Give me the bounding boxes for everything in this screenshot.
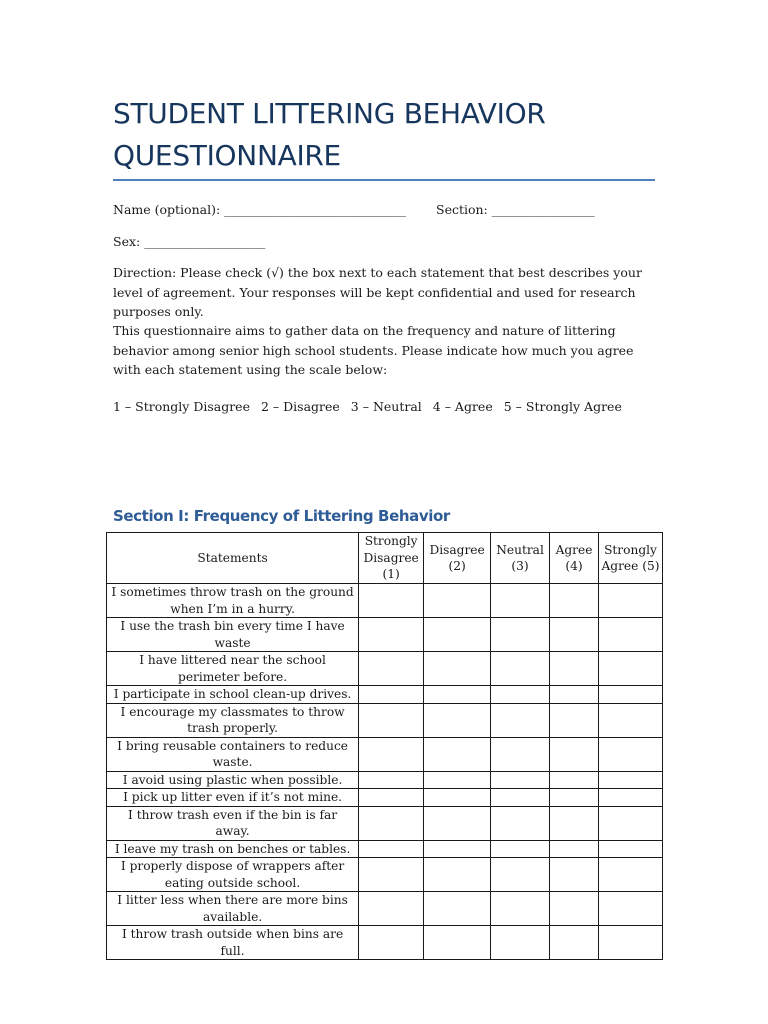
response-box-n[interactable] — [491, 806, 550, 840]
response-box-d[interactable] — [424, 789, 491, 807]
response-box-sd[interactable] — [359, 892, 424, 926]
response-box-a[interactable] — [550, 892, 599, 926]
statement-text: I use the trash bin every time I have waste — [107, 618, 359, 652]
scale-item: 3 – Neutral — [350, 399, 422, 414]
table-row — [107, 686, 663, 704]
table-row — [107, 892, 663, 926]
response-box-sa[interactable] — [598, 926, 662, 960]
statement-text: I properly dispose of wrappers after eating outside school. — [107, 858, 359, 892]
sex-label: Sex: — [113, 234, 145, 249]
response-box-sd[interactable] — [359, 737, 424, 771]
section-heading: Section I: Frequency of Littering Behavior — [113, 507, 450, 525]
statement-text: I sometimes throw trash on the ground when I’m in a hurry. — [107, 584, 359, 618]
response-box-sa[interactable] — [598, 737, 662, 771]
response-box-d[interactable] — [424, 840, 491, 858]
table-header-row — [107, 533, 663, 584]
table-row — [107, 618, 663, 652]
likert-table — [106, 532, 663, 960]
response-box-a[interactable] — [550, 703, 599, 737]
response-box-sa[interactable] — [598, 892, 662, 926]
sex-blank[interactable]: ____________________ — [144, 234, 266, 249]
response-box-sd[interactable] — [359, 926, 424, 960]
response-box-d[interactable] — [424, 652, 491, 686]
response-box-sd[interactable] — [359, 652, 424, 686]
response-box-sa[interactable] — [598, 840, 662, 858]
response-box-n[interactable] — [491, 737, 550, 771]
response-box-n[interactable] — [491, 789, 550, 807]
response-box-a[interactable] — [550, 652, 599, 686]
response-box-a[interactable] — [550, 584, 599, 618]
response-box-n[interactable] — [491, 618, 550, 652]
header-statements: Statements — [107, 533, 359, 584]
response-box-d[interactable] — [424, 618, 491, 652]
table-row — [107, 652, 663, 686]
response-box-d[interactable] — [424, 926, 491, 960]
sex-field — [113, 232, 265, 252]
name-blank[interactable]: ______________________________ — [224, 202, 406, 217]
scale-item: 1 – Strongly Disagree — [113, 399, 250, 414]
response-box-sa[interactable] — [598, 584, 662, 618]
response-box-d[interactable] — [424, 703, 491, 737]
name-label: Name (optional): — [113, 202, 225, 217]
response-box-d[interactable] — [424, 584, 491, 618]
intro-text: This questionnaire aims to gather data on the frequency and nature of littering behavior among senior high school students. Please indicate how much you agree with each statement using the scale below: — [113, 323, 634, 377]
response-box-n[interactable] — [491, 771, 550, 789]
table-row — [107, 737, 663, 771]
response-box-n[interactable] — [491, 703, 550, 737]
rating-scale — [113, 397, 633, 417]
response-box-sd[interactable] — [359, 771, 424, 789]
statement-text: I throw trash outside when bins are full. — [107, 926, 359, 960]
response-box-a[interactable] — [550, 771, 599, 789]
response-box-sd[interactable] — [359, 858, 424, 892]
table-row — [107, 858, 663, 892]
response-box-sd[interactable] — [359, 686, 424, 704]
response-box-n[interactable] — [491, 840, 550, 858]
response-box-sd[interactable] — [359, 618, 424, 652]
response-box-sa[interactable] — [598, 686, 662, 704]
likert-body — [107, 584, 663, 960]
response-box-d[interactable] — [424, 806, 491, 840]
table-row — [107, 584, 663, 618]
title-underline — [113, 179, 655, 181]
section-field — [436, 200, 595, 220]
response-box-a[interactable] — [550, 618, 599, 652]
response-box-d[interactable] — [424, 737, 491, 771]
response-box-sa[interactable] — [598, 652, 662, 686]
section-blank[interactable]: _________________ — [491, 202, 595, 217]
response-box-a[interactable] — [550, 926, 599, 960]
table-row — [107, 771, 663, 789]
statement-text: I leave my trash on benches or tables. — [107, 840, 359, 858]
statement-text: I participate in school clean-up drives. — [107, 686, 359, 704]
table-row — [107, 789, 663, 807]
response-box-d[interactable] — [424, 771, 491, 789]
response-box-n[interactable] — [491, 858, 550, 892]
response-box-d[interactable] — [424, 686, 491, 704]
response-box-d[interactable] — [424, 892, 491, 926]
response-box-a[interactable] — [550, 858, 599, 892]
response-box-a[interactable] — [550, 737, 599, 771]
response-box-sa[interactable] — [598, 771, 662, 789]
table-row — [107, 840, 663, 858]
statement-text: I have littered near the school perimeter before. — [107, 652, 359, 686]
scale-item: 5 – Strongly Agree — [503, 399, 622, 414]
response-box-n[interactable] — [491, 926, 550, 960]
response-box-a[interactable] — [550, 806, 599, 840]
statement-text: I throw trash even if the bin is far away. — [107, 806, 359, 840]
response-box-a[interactable] — [550, 686, 599, 704]
table-row — [107, 926, 663, 960]
response-box-a[interactable] — [550, 840, 599, 858]
response-box-d[interactable] — [424, 858, 491, 892]
scale-item: 4 – Agree — [432, 399, 493, 414]
response-box-sa[interactable] — [598, 618, 662, 652]
scale-item: 2 – Disagree — [260, 399, 340, 414]
header-agree: Agree (4) — [550, 533, 599, 584]
header-strongly-disagree: Strongly Disagree (1) — [359, 533, 424, 584]
statement-text: I litter less when there are more bins available. — [107, 892, 359, 926]
response-box-sa[interactable] — [598, 806, 662, 840]
header-neutral: Neutral (3) — [491, 533, 550, 584]
table-row — [107, 703, 663, 737]
response-box-sa[interactable] — [598, 703, 662, 737]
statement-text: I avoid using plastic when possible. — [107, 771, 359, 789]
page-title: STUDENT LITTERING BEHAVIOR QUESTIONNAIRE — [113, 97, 546, 172]
response-box-sa[interactable] — [598, 789, 662, 807]
response-box-n[interactable] — [491, 892, 550, 926]
statement-text: I encourage my classmates to throw trash properly. — [107, 703, 359, 737]
statement-text: I bring reusable containers to reduce waste. — [107, 737, 359, 771]
response-box-a[interactable] — [550, 789, 599, 807]
response-box-sd[interactable] — [359, 840, 424, 858]
name-field — [113, 200, 406, 220]
section-label: Section: — [436, 202, 492, 217]
direction-text: Direction: Please check (√) the box next to each statement that best describes your level of agreement. Your responses will be kept confidential and used for research purposes only. — [113, 265, 642, 319]
statement-text: I pick up litter even if it’s not mine. — [107, 789, 359, 807]
response-box-sd[interactable] — [359, 806, 424, 840]
response-box-sd[interactable] — [359, 789, 424, 807]
header-strongly-agree: Strongly Agree (5) — [598, 533, 662, 584]
response-box-n[interactable] — [491, 584, 550, 618]
response-box-sd[interactable] — [359, 584, 424, 618]
header-disagree: Disagree (2) — [424, 533, 491, 584]
response-box-n[interactable] — [491, 686, 550, 704]
table-row — [107, 806, 663, 840]
response-box-sa[interactable] — [598, 858, 662, 892]
response-box-n[interactable] — [491, 652, 550, 686]
response-box-sd[interactable] — [359, 703, 424, 737]
